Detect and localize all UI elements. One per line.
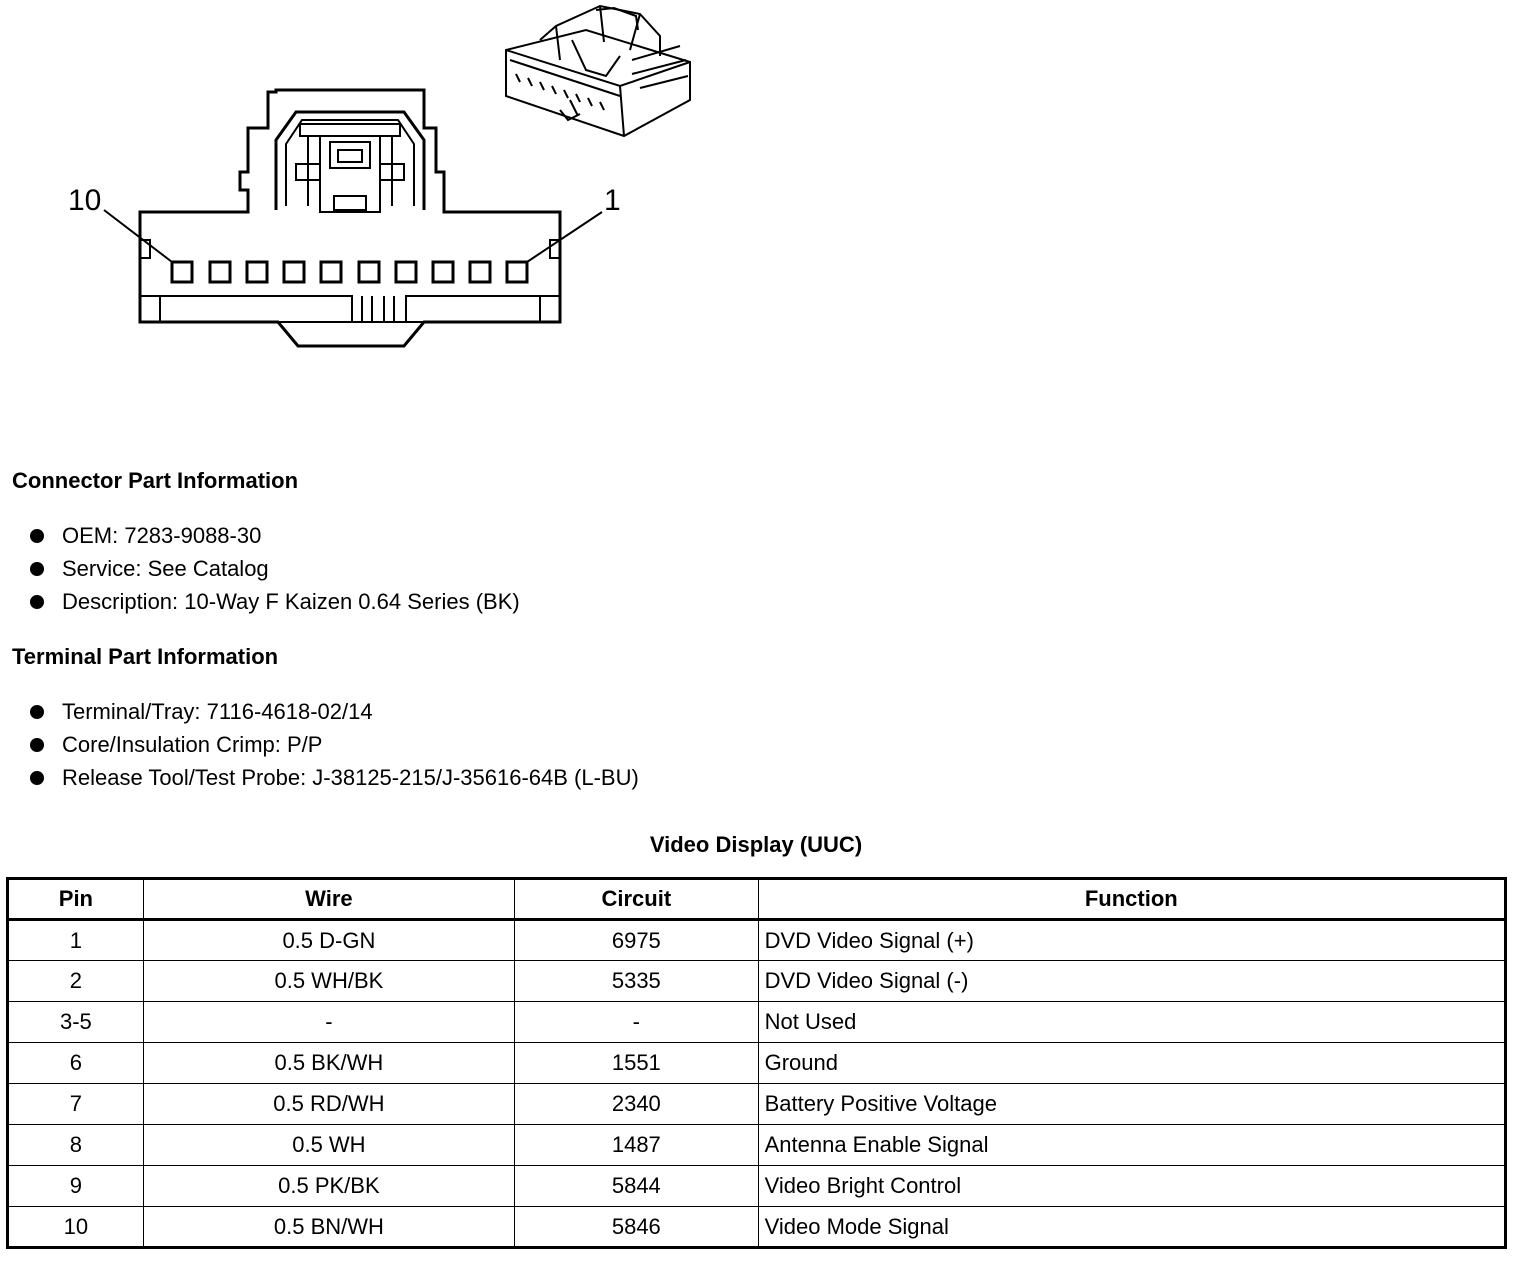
bullet-icon	[30, 738, 44, 752]
connector-part-info-list	[26, 519, 520, 618]
table-row	[8, 920, 1506, 961]
bullet-icon	[30, 595, 44, 609]
cell-circuit: -	[515, 1002, 759, 1043]
bullet-icon	[30, 771, 44, 785]
cell-pin: 7	[8, 1084, 144, 1125]
cell-function: Not Used	[758, 1002, 1505, 1043]
pin-10-label: 10	[68, 184, 102, 217]
list-item	[26, 519, 520, 552]
table-row	[8, 1166, 1506, 1207]
connector-face-drawing	[0, 0, 760, 400]
cell-function: Ground	[758, 1043, 1505, 1084]
cell-pin: 8	[8, 1125, 144, 1166]
cell-function: Video Mode Signal	[758, 1207, 1505, 1248]
cell-circuit: 2340	[515, 1084, 759, 1125]
oem-text: OEM: 7283-9088-30	[62, 523, 262, 548]
table-row	[8, 1207, 1506, 1248]
terminal-tray-text: Terminal/Tray: 7116-4618-02/14	[62, 699, 373, 724]
table-row	[8, 961, 1506, 1002]
service-text: Service: See Catalog	[62, 556, 269, 581]
description-text: Description: 10-Way F Kaizen 0.64 Series (BK)	[62, 589, 520, 614]
table-row	[8, 1125, 1506, 1166]
bullet-icon	[30, 529, 44, 543]
table-row	[8, 1084, 1506, 1125]
cell-circuit: 1487	[515, 1125, 759, 1166]
list-item	[26, 695, 639, 728]
cell-wire: -	[143, 1002, 514, 1043]
bullet-icon	[30, 562, 44, 576]
cell-circuit: 5846	[515, 1207, 759, 1248]
cell-pin: 9	[8, 1166, 144, 1207]
table-header-row	[8, 879, 1506, 920]
cell-function: DVD Video Signal (+)	[758, 920, 1505, 961]
header-wire: Wire	[143, 879, 514, 920]
cell-circuit: 5844	[515, 1166, 759, 1207]
table-title: Video Display (UUC)	[649, 832, 863, 857]
cell-function: Video Bright Control	[758, 1166, 1505, 1207]
connector-part-info-title: Connector Part Information	[12, 468, 299, 493]
cell-function: Battery Positive Voltage	[758, 1084, 1505, 1125]
connector-isometric-icon	[506, 6, 690, 136]
list-item	[26, 728, 639, 761]
list-item	[26, 585, 520, 618]
list-item	[26, 552, 520, 585]
bullet-icon	[30, 705, 44, 719]
header-pin: Pin	[8, 879, 144, 920]
cell-wire: 0.5 WH	[143, 1125, 514, 1166]
connector-diagram	[0, 0, 760, 400]
terminal-part-info-list	[26, 695, 639, 794]
cell-pin: 10	[8, 1207, 144, 1248]
cell-function: Antenna Enable Signal	[758, 1125, 1505, 1166]
cell-pin: 2	[8, 961, 144, 1002]
cell-circuit: 6975	[515, 920, 759, 961]
cell-wire: 0.5 BK/WH	[143, 1043, 514, 1084]
header-circuit: Circuit	[515, 879, 759, 920]
cell-wire: 0.5 BN/WH	[143, 1207, 514, 1248]
crimp-text: Core/Insulation Crimp: P/P	[62, 732, 323, 757]
list-item	[26, 761, 639, 794]
cell-circuit: 5335	[515, 961, 759, 1002]
header-function: Function	[758, 879, 1505, 920]
table-row	[8, 1043, 1506, 1084]
cell-pin: 6	[8, 1043, 144, 1084]
cell-pin: 1	[8, 920, 144, 961]
terminal-part-info-title: Terminal Part Information	[12, 644, 279, 669]
cell-pin: 3-5	[8, 1002, 144, 1043]
cell-wire: 0.5 RD/WH	[143, 1084, 514, 1125]
release-tool-text: Release Tool/Test Probe: J-38125-215/J-35616-64B (L-BU)	[62, 765, 639, 790]
pin-1-label: 1	[604, 184, 621, 217]
cell-function: DVD Video Signal (-)	[758, 961, 1505, 1002]
cell-wire: 0.5 PK/BK	[143, 1166, 514, 1207]
table-row	[8, 1002, 1506, 1043]
cell-wire: 0.5 WH/BK	[143, 961, 514, 1002]
pinout-table	[6, 877, 1507, 1249]
cell-wire: 0.5 D-GN	[143, 920, 514, 961]
cell-circuit: 1551	[515, 1043, 759, 1084]
